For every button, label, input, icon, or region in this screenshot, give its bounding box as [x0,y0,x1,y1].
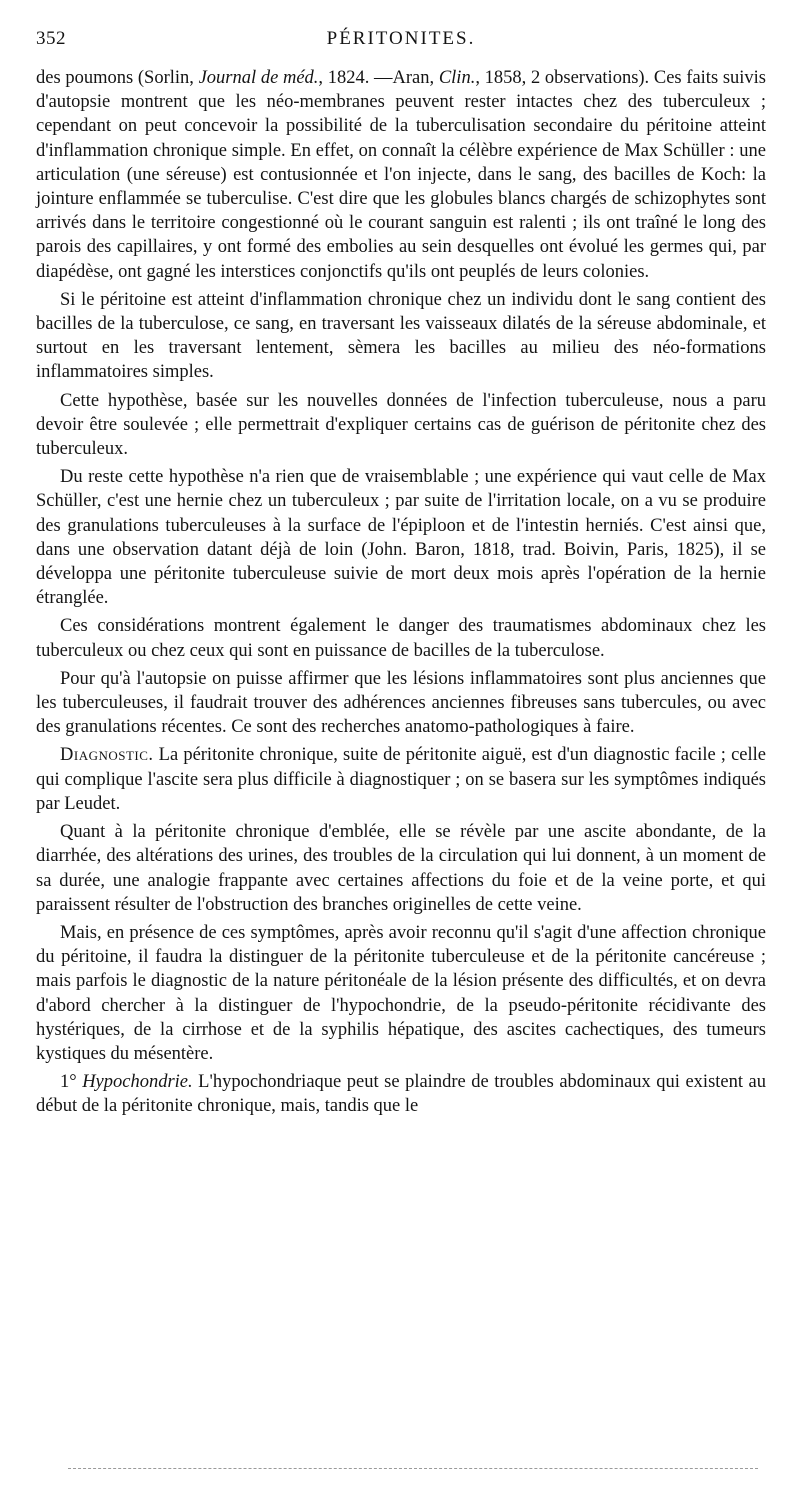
text-run: L'hypochondriaque peut se plaindre de troubles abdominaux qui existent au début de la péritonite chronique, mais, tandis que le [36,1072,766,1117]
paragraph-9: Mais, en présence de ces symptômes, après avoir reconnu qu'il s'agit d'une affection chronique du péritoine, il faudra la distinguer de la péritonite tuberculeuse et de la péritonite cancéreuse ; mais parfois le diagnostic de la nature péritonéale de la lésion présente des difficultés, et on devra d'abord chercher à la distinguer de l'hypochondrie, de la pseudo-péritonite récidivante des hystériques, de la cirrhose et de la syphilis hépatique, des ascites cachectiques, des tumeurs kystiques du mésentère. [36,922,766,1064]
section-label-diagnostic: Diagnostic. [60,745,154,766]
page-body [36,66,766,1119]
paragraph-3: Cette hypothèse, basée sur les nouvelles données de l'infection tuberculeuse, nous a paru devoir être soulevée ; elle permettrait d'expliquer certains cas de guérison de péritonite chez des tuberculeux. [36,390,766,460]
page-header [36,18,766,52]
footer-rule [68,1468,758,1469]
text-run: des poumons (Sorlin, [36,68,199,88]
page-number: 352 [36,28,66,49]
paragraph-5: Ces considérations montrent également le danger des traumatismes abdominaux chez les tuberculeux ou chez ceux qui sont en puissance de bacilles de la tuberculose. [36,616,766,661]
paragraph-2: Si le péritoine est atteint d'inflammation chronique chez un individu dont le sang contient des bacilles de la tuberculose, ce sang, en traversant les vaisseaux dilatés de la séreuse abdominale, et surtout en les traversant lentement, sèmera les bacilles au milieu des néo-formations inflammatoires simples. [36,289,766,383]
journal-citation: Journal de méd. [198,68,319,88]
paragraph-diagnostic [36,743,766,816]
clinic-citation: Clin. [438,68,476,88]
paragraph-1 [36,66,766,284]
paragraph-8: Quant à la péritonite chronique d'emblée, elle se révèle par une ascite abondante, de la diarrhée, des altérations des urines, des troubles de la circulation qui lui donnent, à un moment de sa durée, une analogie frappante avec certaines affections du foie et de la veine porte, et qui paraissent résulter de l'obstruction des branches originelles de cette veine. [36,822,766,915]
text-run: , 1824. —Aran, [318,68,439,88]
running-title: PÉRITONITES. [326,28,476,49]
text-run: , 1858, 2 observations). Ces faits suivis d'autopsie montrent que les néo-membranes peuvent rester intactes chez des tuberculeux ; cependant on peut concevoir la possibilité de la tuberculisation secondaire du péritoine atteint d'inflammation chronique simple. En effet, on connaît la célèbre expérience de Max Schüller : une articulation (une séreuse) est contusionnée et l'on injecte, dans le sang, des bacilles de Koch: la jointure enflammée se tuberculise. C'est dire que les globules blancs chargés de schizophytes sont arrivés dans le territoire congestionné où le courant sanguin est ralenti ; ils ont traîné le long des parois des capillaires, y ont formé des embolies au sein desquelles ont évolué les germes qui, par diapédèse, ont gagné les interstices conjonctifs qu'ils ont peuplés de leurs colonies. [36,68,767,282]
paragraph-4: Du reste cette hypothèse n'a rien que de vraisemblable ; une expérience qui vaut celle de Max Schüller, c'est une hernie chez un tuberculeux ; par suite de l'irritation locale, on a vu se produire des granulations tuberculeuses à la surface de l'épiploon et de l'intestin herniés. C'est ainsi que, dans une observation datant déjà de loin (John. Baron, 1818, trad. Boivin, Paris, 1825), il se développa une péritonite tuberculeuse suivie de mort deux mois après l'opération de la hernie étranglée. [36,467,766,609]
paragraph-hypochondrie [36,1070,766,1118]
subheading-hypochondrie: Hypochondrie. [82,1072,193,1093]
text-run: La péritonite chronique, suite de péritonite aiguë, est d'un diagnostic facile ; celle qui complique l'ascite sera plus difficile à diagnostiquer ; on se basera sur les symptômes indiqués par Leudet. [36,745,766,814]
item-number: 1° [60,1072,83,1093]
paragraph-6: Pour qu'à l'autopsie on puisse affirmer que les lésions inflammatoires sont plus anciennes que les tuberculeuses, il faudrait trouver des adhérences anciennes fibreuses sans tubercules, ou avec des granulations récentes. Ce sont des recherches anatomo-pathologiques à faire. [36,668,766,738]
